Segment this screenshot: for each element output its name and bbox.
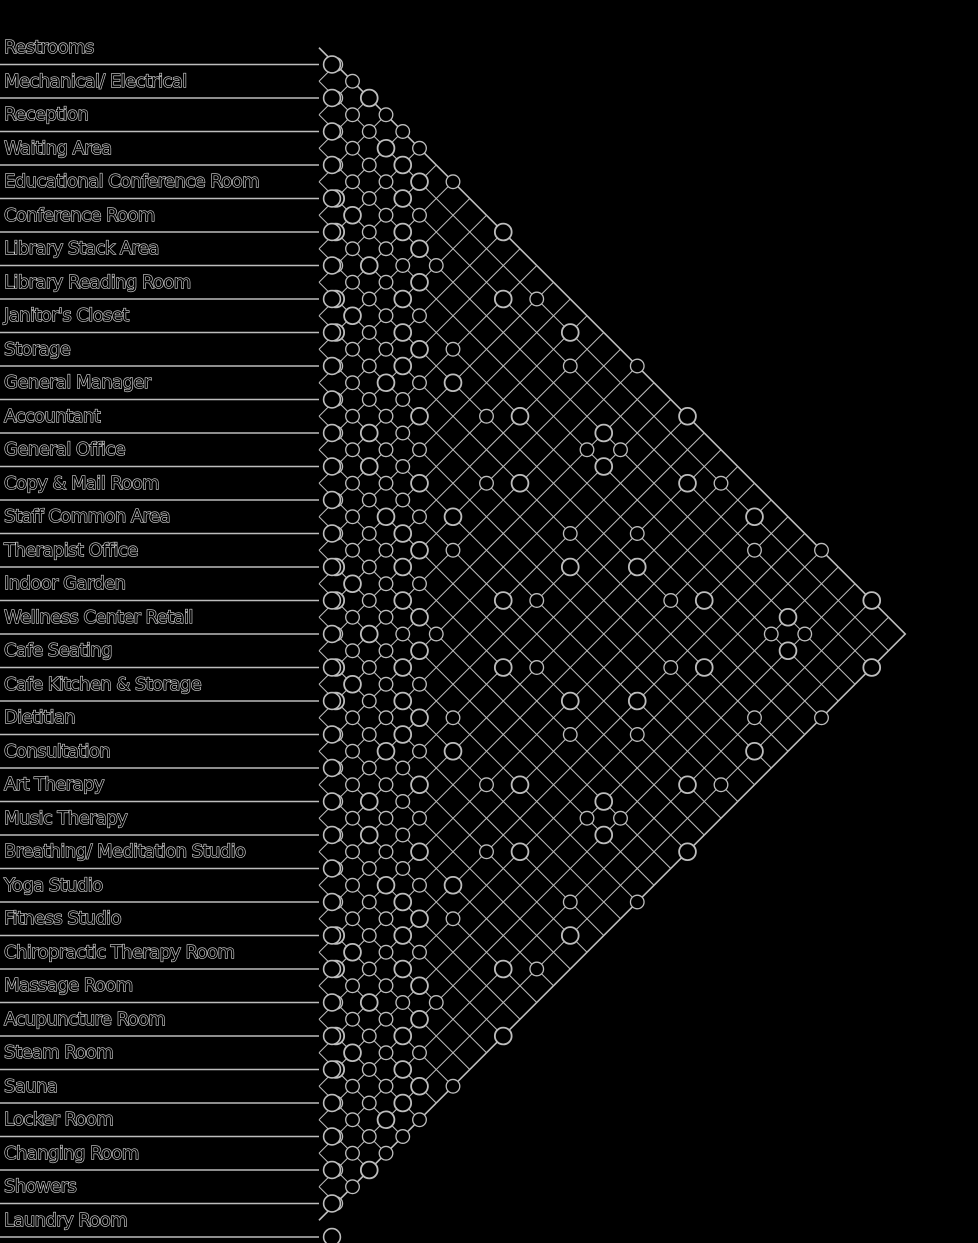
space-label: Conference Room (4, 204, 155, 226)
space-label: Art Therapy (4, 774, 104, 795)
space-label: Acupuncture Room (4, 1008, 166, 1030)
space-label: Educational Conference Room (4, 171, 260, 192)
space-label: General Office (4, 439, 126, 460)
space-label: Reception (4, 104, 89, 125)
space-label: Consultation (4, 740, 111, 762)
space-label: Laundry Room (4, 1209, 128, 1231)
space-label: Music Therapy (4, 807, 128, 829)
space-label: Dietitian (4, 707, 76, 728)
space-label: Fitness Studio (4, 908, 121, 929)
space-label: Therapist Office (4, 539, 138, 561)
space-label: Yoga Studio (4, 874, 103, 896)
space-label: Steam Room (4, 1042, 114, 1063)
space-label: Library Stack Area (4, 238, 159, 259)
space-label: Breathing/ Meditation Studio (4, 841, 246, 862)
space-label: Massage Room (4, 975, 133, 996)
space-label: Chiropractic Therapy Room (4, 941, 235, 963)
space-label: Library Reading Room (4, 271, 191, 293)
space-label: Accountant (4, 405, 101, 427)
space-label: Staff Common Area (4, 506, 170, 527)
space-label: Indoor Garden (4, 573, 126, 594)
space-label: Mechanical/ Electrical (4, 70, 187, 92)
space-label: Storage (4, 338, 71, 360)
space-label: Cafe Seating (4, 640, 112, 661)
space-label: Cafe Kitchen & Storage (4, 673, 202, 695)
space-label: Wellness Center Retail (4, 606, 193, 628)
space-label: Sauna (4, 1075, 58, 1097)
space-label: General Manager (4, 372, 151, 393)
space-label: Restrooms (4, 37, 94, 58)
space-label: Locker Room (4, 1109, 114, 1130)
space-label: Copy & Mail Room (4, 472, 160, 494)
space-label: Changing Room (4, 1142, 139, 1164)
space-label: Showers (4, 1176, 77, 1197)
space-label: Janitor's Closet (4, 305, 129, 326)
space-label: Waiting Area (4, 137, 112, 159)
